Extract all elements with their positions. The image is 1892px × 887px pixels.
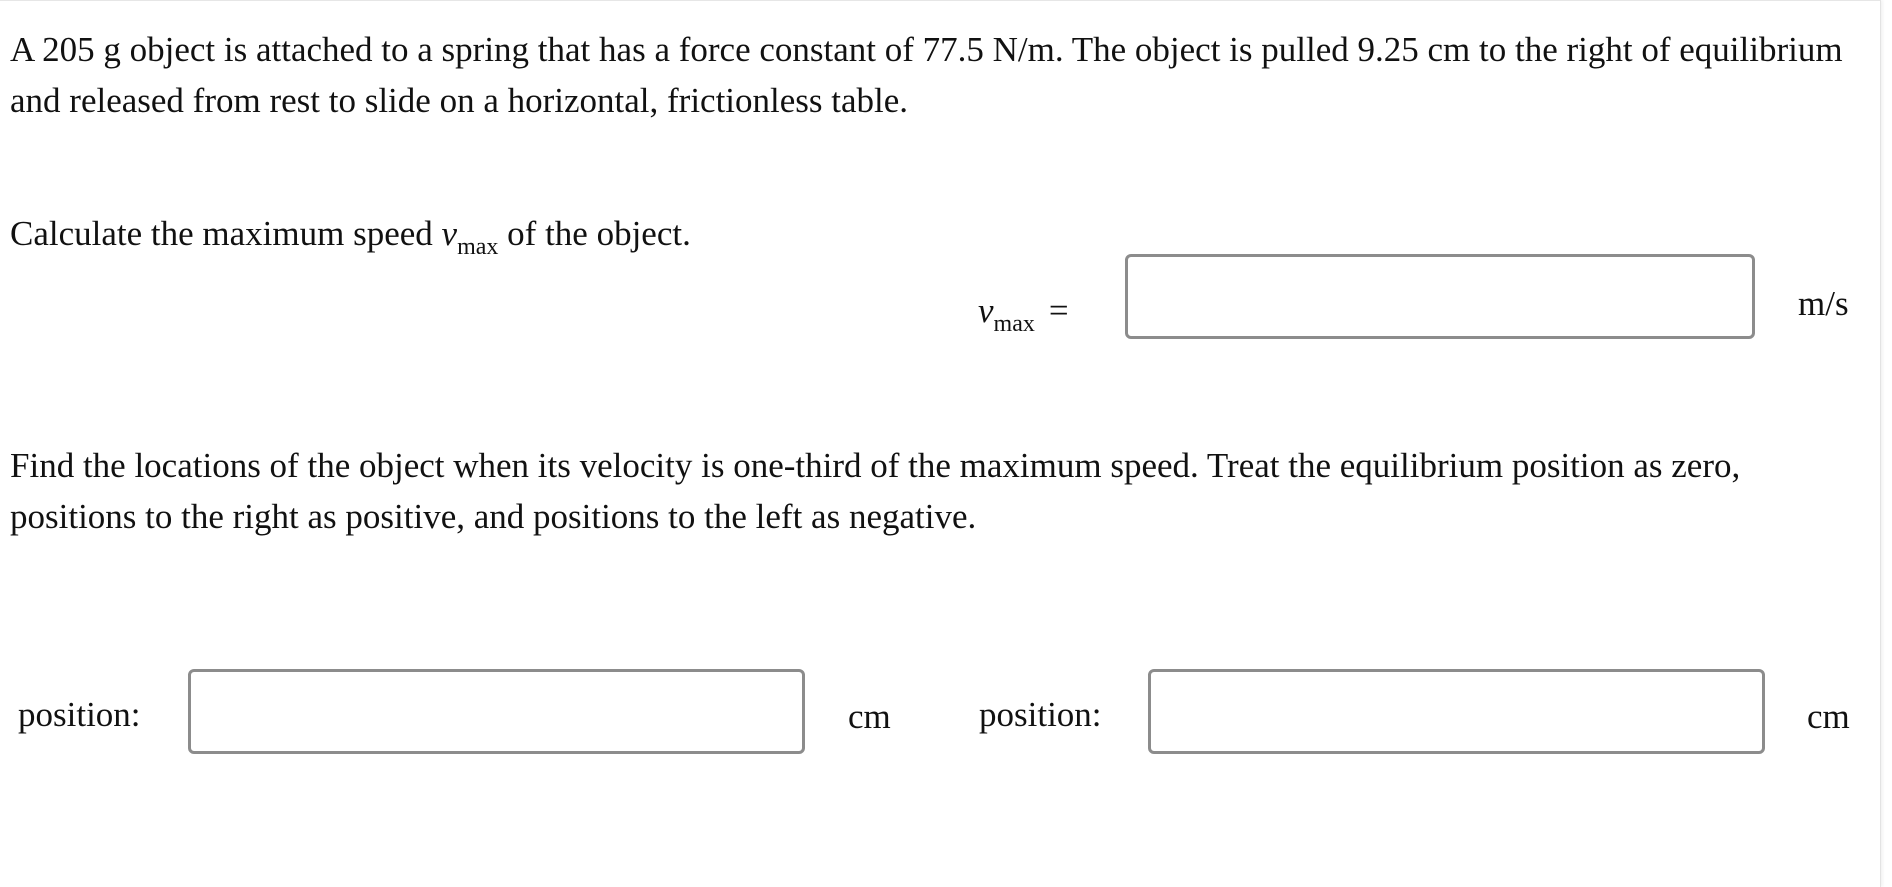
position1-input[interactable] xyxy=(188,669,805,754)
vmax-unit-label: m/s xyxy=(1798,284,1849,323)
position2-unit-label: cm xyxy=(1807,697,1850,736)
vmax-answer-label xyxy=(978,291,1069,344)
position2-label: position: xyxy=(979,695,1102,734)
vmax-subscript: max xyxy=(457,234,499,260)
problem-statement: A 205 g object is attached to a spring that has a force constant of 77.5 N/m. The object is pulled 9.25 cm to the right of equilibrium and released from rest to slide on a horizontal, frictionless table. xyxy=(10,30,1843,120)
panel-top-border xyxy=(0,0,1880,1)
position2-input[interactable] xyxy=(1148,669,1765,754)
position1-label: position: xyxy=(18,695,141,734)
vmax-label-subscript: max xyxy=(993,311,1035,337)
part2-prompt: Find the locations of the object when its velocity is one-third of the maximum speed. Treat the equilibrium position as zero, positions to the right as positive, and positions to the left as negative. xyxy=(10,446,1741,536)
vmax-symbol: v xyxy=(441,214,458,253)
part1-prompt-before: Calculate the maximum speed xyxy=(10,214,442,253)
vmax-label-symbol: v xyxy=(978,291,994,330)
vmax-answer-input[interactable] xyxy=(1125,254,1755,339)
equals-sign: = xyxy=(1048,291,1069,330)
part1-prompt-after: of the object. xyxy=(498,214,691,253)
position1-unit-label: cm xyxy=(848,697,891,736)
